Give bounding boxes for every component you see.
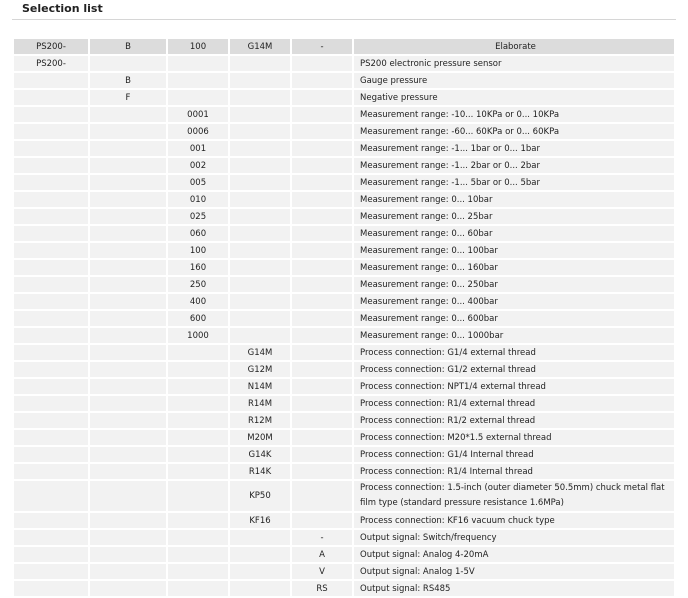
pressure-type-cell — [90, 158, 166, 173]
pressure-type-cell — [90, 209, 166, 224]
table-row — [14, 243, 674, 258]
connection-cell — [230, 260, 290, 275]
model-cell — [14, 379, 88, 394]
selection-table-body — [14, 39, 674, 596]
connection-cell — [230, 56, 290, 71]
connection-cell — [230, 90, 290, 105]
model-cell — [14, 447, 88, 462]
output-cell — [292, 90, 352, 105]
range-cell: 1000 — [168, 328, 228, 343]
output-cell — [292, 294, 352, 309]
pressure-type-cell — [90, 513, 166, 528]
table-row — [14, 90, 674, 105]
output-cell: A — [292, 547, 352, 562]
table-header-row — [14, 39, 674, 54]
description-cell: Process connection: NPT1/4 external thread — [354, 379, 674, 394]
connection-cell — [230, 175, 290, 190]
connection-cell — [230, 158, 290, 173]
connection-cell — [230, 294, 290, 309]
range-cell — [168, 464, 228, 479]
connection-cell — [230, 277, 290, 292]
output-cell — [292, 447, 352, 462]
range-cell: 001 — [168, 141, 228, 156]
output-cell — [292, 107, 352, 122]
model-cell — [14, 547, 88, 562]
connection-cell: R14M — [230, 396, 290, 411]
heading-divider — [12, 19, 676, 20]
pressure-type-cell — [90, 243, 166, 258]
pressure-type-cell — [90, 277, 166, 292]
model-cell — [14, 141, 88, 156]
connection-cell — [230, 73, 290, 88]
description-cell: Process connection: G1/2 external thread — [354, 362, 674, 377]
range-cell — [168, 430, 228, 445]
pressure-type-cell — [90, 547, 166, 562]
pressure-type-cell — [90, 345, 166, 360]
connection-cell: KP50 — [230, 481, 290, 511]
output-cell — [292, 192, 352, 207]
output-cell — [292, 413, 352, 428]
connection-cell — [230, 530, 290, 545]
description-cell: Measurement range: -1... 2bar or 0... 2bar — [354, 158, 674, 173]
connection-cell: R14K — [230, 464, 290, 479]
output-cell — [292, 481, 352, 511]
range-cell: 250 — [168, 277, 228, 292]
connection-cell — [230, 311, 290, 326]
table-row — [14, 564, 674, 579]
connection-cell: G14M — [230, 39, 290, 54]
description-cell: Elaborate — [354, 39, 674, 54]
range-cell — [168, 362, 228, 377]
description-cell: Output signal: Switch/frequency — [354, 530, 674, 545]
range-cell: 160 — [168, 260, 228, 275]
pressure-type-cell — [90, 564, 166, 579]
table-row — [14, 73, 674, 88]
pressure-type-cell — [90, 481, 166, 511]
output-cell — [292, 311, 352, 326]
pressure-type-cell: B — [90, 39, 166, 54]
model-cell — [14, 396, 88, 411]
output-cell — [292, 124, 352, 139]
output-cell — [292, 243, 352, 258]
output-cell — [292, 430, 352, 445]
model-cell: PS200- — [14, 56, 88, 71]
pressure-type-cell — [90, 294, 166, 309]
description-cell: Output signal: RS485 — [354, 581, 674, 596]
pressure-type-cell — [90, 260, 166, 275]
model-cell — [14, 513, 88, 528]
description-cell: Output signal: Analog 1-5V — [354, 564, 674, 579]
output-cell — [292, 209, 352, 224]
model-cell — [14, 277, 88, 292]
table-row — [14, 530, 674, 545]
connection-cell — [230, 107, 290, 122]
output-cell — [292, 73, 352, 88]
table-row — [14, 362, 674, 377]
output-cell — [292, 328, 352, 343]
table-row — [14, 209, 674, 224]
model-cell — [14, 209, 88, 224]
description-cell: Measurement range: 0... 100bar — [354, 243, 674, 258]
table-row — [14, 192, 674, 207]
model-cell — [14, 530, 88, 545]
output-cell — [292, 260, 352, 275]
range-cell: 025 — [168, 209, 228, 224]
description-cell: Process connection: R1/2 external thread — [354, 413, 674, 428]
table-row — [14, 547, 674, 562]
model-cell — [14, 413, 88, 428]
table-row — [14, 430, 674, 445]
description-cell: Measurement range: 0... 1000bar — [354, 328, 674, 343]
table-row — [14, 464, 674, 479]
range-cell — [168, 513, 228, 528]
description-cell: Measurement range: 0... 60bar — [354, 226, 674, 241]
range-cell — [168, 547, 228, 562]
model-cell — [14, 581, 88, 596]
table-row — [14, 481, 674, 511]
pressure-type-cell: F — [90, 90, 166, 105]
description-cell: Process connection: R1/4 Internal thread — [354, 464, 674, 479]
description-cell: Process connection: G1/4 external thread — [354, 345, 674, 360]
connection-cell: R12M — [230, 413, 290, 428]
connection-cell — [230, 141, 290, 156]
description-cell: Process connection: G1/4 Internal thread — [354, 447, 674, 462]
output-cell: RS — [292, 581, 352, 596]
description-cell: Measurement range: -1... 5bar or 0... 5bar — [354, 175, 674, 190]
pressure-type-cell — [90, 447, 166, 462]
range-cell — [168, 90, 228, 105]
description-cell: PS200 electronic pressure sensor — [354, 56, 674, 71]
table-row — [14, 328, 674, 343]
model-cell: PS200- — [14, 39, 88, 54]
output-cell — [292, 379, 352, 394]
pressure-type-cell — [90, 328, 166, 343]
table-row — [14, 175, 674, 190]
pressure-type-cell — [90, 311, 166, 326]
table-row — [14, 447, 674, 462]
range-cell: 0006 — [168, 124, 228, 139]
description-cell: Process connection: R1/4 external thread — [354, 396, 674, 411]
output-cell — [292, 226, 352, 241]
model-cell — [14, 260, 88, 275]
output-cell — [292, 513, 352, 528]
description-cell: Measurement range: 0... 600bar — [354, 311, 674, 326]
table-row — [14, 107, 674, 122]
connection-cell — [230, 243, 290, 258]
range-cell — [168, 530, 228, 545]
table-row — [14, 513, 674, 528]
description-cell: Process connection: 1.5-inch (outer diameter 50.5mm) chuck metal flat film type (standard pressure resistance 1.6MPa) — [354, 481, 674, 511]
table-row — [14, 158, 674, 173]
description-cell: Process connection: KF16 vacuum chuck type — [354, 513, 674, 528]
connection-cell: G14K — [230, 447, 290, 462]
range-cell: 010 — [168, 192, 228, 207]
pressure-type-cell — [90, 56, 166, 71]
pressure-type-cell — [90, 530, 166, 545]
pressure-type-cell — [90, 464, 166, 479]
connection-cell — [230, 564, 290, 579]
table-row — [14, 277, 674, 292]
table-row — [14, 396, 674, 411]
model-cell — [14, 243, 88, 258]
description-cell: Measurement range: 0... 25bar — [354, 209, 674, 224]
section-heading: Selection list — [22, 2, 103, 15]
connection-cell — [230, 226, 290, 241]
pressure-type-cell: B — [90, 73, 166, 88]
pressure-type-cell — [90, 107, 166, 122]
description-cell: Output signal: Analog 4-20mA — [354, 547, 674, 562]
output-cell — [292, 141, 352, 156]
model-cell — [14, 311, 88, 326]
pressure-type-cell — [90, 581, 166, 596]
output-cell — [292, 345, 352, 360]
description-cell: Gauge pressure — [354, 73, 674, 88]
range-cell — [168, 56, 228, 71]
pressure-type-cell — [90, 175, 166, 190]
range-cell: 0001 — [168, 107, 228, 122]
description-cell: Process connection: M20*1.5 external thread — [354, 430, 674, 445]
connection-cell — [230, 547, 290, 562]
model-cell — [14, 192, 88, 207]
table-row — [14, 124, 674, 139]
connection-cell — [230, 328, 290, 343]
description-cell: Measurement range: -10... 10KPa or 0... 10KPa — [354, 107, 674, 122]
model-cell — [14, 481, 88, 511]
table-row — [14, 581, 674, 596]
pressure-type-cell — [90, 413, 166, 428]
range-cell — [168, 345, 228, 360]
range-cell: 002 — [168, 158, 228, 173]
model-cell — [14, 564, 88, 579]
table-row — [14, 226, 674, 241]
connection-cell — [230, 209, 290, 224]
output-cell — [292, 277, 352, 292]
pressure-type-cell — [90, 141, 166, 156]
output-cell — [292, 56, 352, 71]
range-cell — [168, 396, 228, 411]
connection-cell: KF16 — [230, 513, 290, 528]
table-row — [14, 56, 674, 71]
description-cell: Measurement range: -1... 1bar or 0... 1bar — [354, 141, 674, 156]
output-cell: - — [292, 39, 352, 54]
output-cell — [292, 464, 352, 479]
model-cell — [14, 90, 88, 105]
description-cell: Measurement range: -60... 60KPa or 0... 60KPa — [354, 124, 674, 139]
model-cell — [14, 430, 88, 445]
range-cell: 100 — [168, 243, 228, 258]
connection-cell: M20M — [230, 430, 290, 445]
table-row — [14, 413, 674, 428]
model-cell — [14, 158, 88, 173]
description-cell: Negative pressure — [354, 90, 674, 105]
model-cell — [14, 294, 88, 309]
pressure-type-cell — [90, 192, 166, 207]
range-cell — [168, 413, 228, 428]
table-row — [14, 345, 674, 360]
description-cell: Measurement range: 0... 400bar — [354, 294, 674, 309]
model-cell — [14, 362, 88, 377]
range-cell — [168, 581, 228, 596]
description-cell: Measurement range: 0... 250bar — [354, 277, 674, 292]
model-cell — [14, 464, 88, 479]
pressure-type-cell — [90, 430, 166, 445]
pressure-type-cell — [90, 362, 166, 377]
range-cell: 400 — [168, 294, 228, 309]
table-row — [14, 141, 674, 156]
description-cell: Measurement range: 0... 160bar — [354, 260, 674, 275]
range-cell — [168, 73, 228, 88]
connection-cell — [230, 581, 290, 596]
connection-cell: G12M — [230, 362, 290, 377]
range-cell — [168, 481, 228, 511]
connection-cell: N14M — [230, 379, 290, 394]
pressure-type-cell — [90, 124, 166, 139]
table-row — [14, 260, 674, 275]
range-cell — [168, 564, 228, 579]
connection-cell: G14M — [230, 345, 290, 360]
output-cell: V — [292, 564, 352, 579]
model-cell — [14, 124, 88, 139]
range-cell — [168, 447, 228, 462]
range-cell: 060 — [168, 226, 228, 241]
connection-cell — [230, 192, 290, 207]
table-row — [14, 311, 674, 326]
output-cell — [292, 158, 352, 173]
description-cell: Measurement range: 0... 10bar — [354, 192, 674, 207]
output-cell — [292, 396, 352, 411]
output-cell: - — [292, 530, 352, 545]
range-cell: 600 — [168, 311, 228, 326]
connection-cell — [230, 124, 290, 139]
model-cell — [14, 175, 88, 190]
selection-table — [12, 37, 676, 598]
table-row — [14, 294, 674, 309]
table-row — [14, 379, 674, 394]
model-cell — [14, 73, 88, 88]
range-cell: 005 — [168, 175, 228, 190]
pressure-type-cell — [90, 396, 166, 411]
model-cell — [14, 226, 88, 241]
output-cell — [292, 362, 352, 377]
output-cell — [292, 175, 352, 190]
model-cell — [14, 107, 88, 122]
range-cell — [168, 379, 228, 394]
pressure-type-cell — [90, 226, 166, 241]
range-cell: 100 — [168, 39, 228, 54]
model-cell — [14, 345, 88, 360]
pressure-type-cell — [90, 379, 166, 394]
model-cell — [14, 328, 88, 343]
